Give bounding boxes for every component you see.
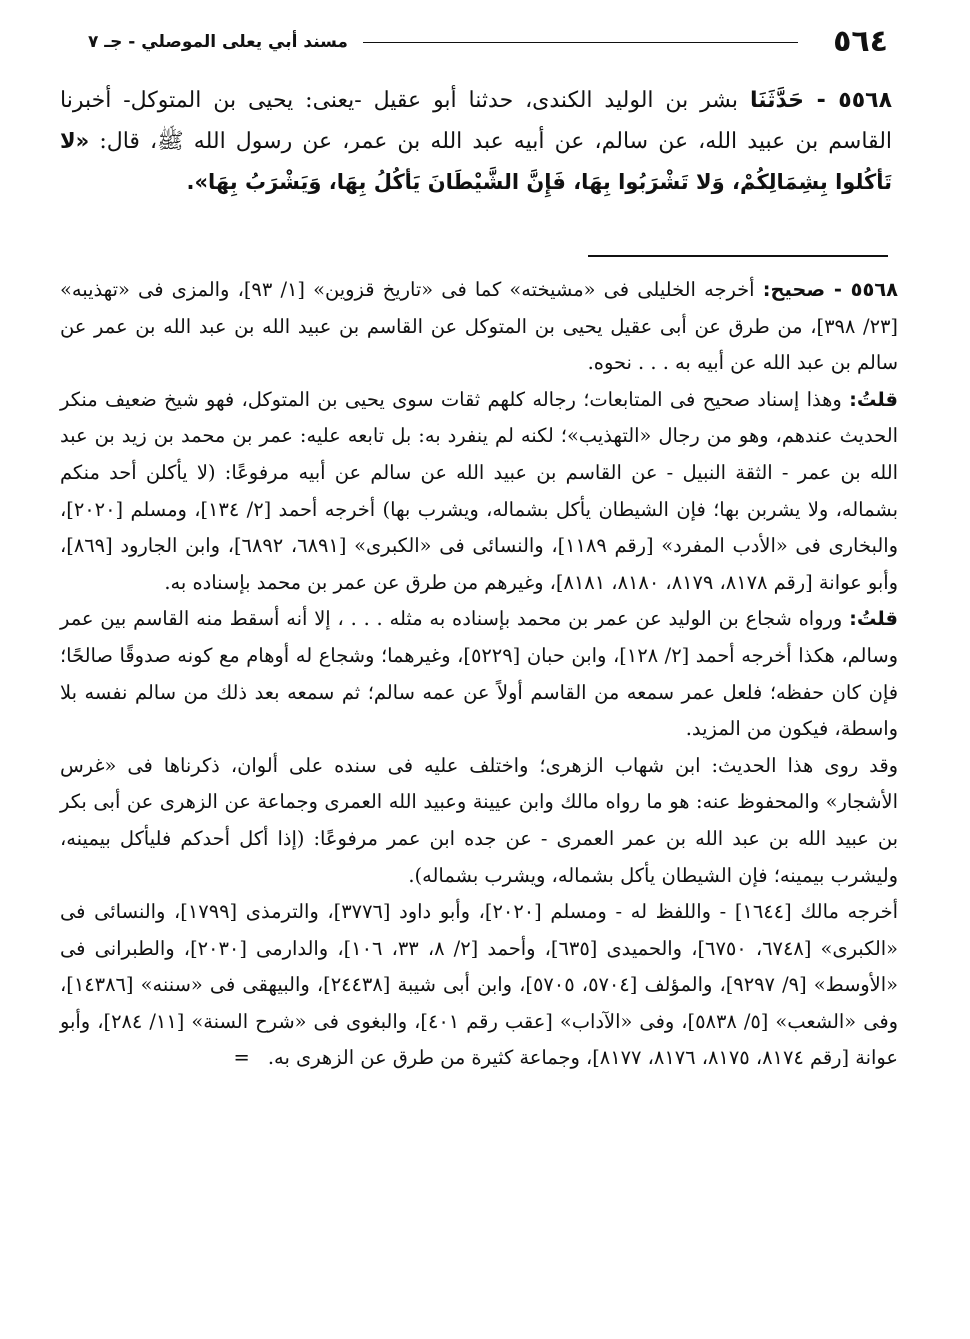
- footnote-separator: [588, 255, 888, 257]
- note-paragraph-2: [60, 382, 898, 602]
- hadith-matn: «لا تَأكُلوا بِشِمَالِكُمْ، وَلا تَشْرَبُوا بِهَا، فَإِنَّ الشَّيْطَانَ يَأكُلُ بِهَا، وَيَشْرَبُ بِهَا».: [60, 129, 892, 194]
- hadith-number: ٥٥٦٨ - حَدَّثَنَا: [749, 88, 893, 113]
- hadith-text: [60, 80, 892, 203]
- note-paragraph-5: [60, 894, 898, 1077]
- takhrij-notes: [60, 272, 898, 1077]
- note-text-3: ورواه شجاع بن الوليد عن عمر بن محمد بإسناده به مثله . . . ، إلا أنه أسقط منه القاسم بين عمر وسالم، هكذا أخرجه أحمد [٢/ ١٢٨]، وابن حبان [٥٢٢٩]، وغيرهما؛ وشجاع له أوهام مع كونه صدوقًا صالحًا؛ فإن كان حفظه؛ فلعل عمر سمعه من القاسم أولاً عن عمه سالم؛ ثم سمعه بعد ذلك من سالم نفسه بلا واسطة، فيكون من المزيد.: [60, 607, 898, 741]
- page-number: ٥٦٤: [833, 24, 888, 59]
- note-qult-1: قلتُ:: [849, 387, 898, 411]
- hadith-isnad: بشر بن الوليد الكندى، حدثنا أبو عقيل -يعنى: يحيى بن المتوكل- أخبرنا القاسم بن عبيد الله، عن سالم، عن أبيه عبد الله بن عمر، عن رسول الله ﷺ، قال:: [60, 88, 893, 154]
- note-qult-2: قلتُ:: [849, 607, 898, 631]
- running-title: مسند أبي يعلى الموصلي - جـ ٧: [88, 32, 348, 52]
- running-header: [88, 22, 888, 62]
- header-rule: [363, 42, 798, 43]
- note-grade: ٥٥٦٨ - صحيح:: [762, 278, 898, 301]
- note-text-5: أخرجه مالك [١٦٤٤] - واللفظ له - ومسلم [٢٠٢٠]، وأبو داود [٣٧٧٦]، والترمذى [١٧٩٩]، والنسائى فى «الكبرى» [٦٧٤٨، ٦٧٥٠]، والحميدى [٦٣٥]، وأحمد [٢/ ٨، ٣٣، ١٠٦]، والدارمى [٢٠٣٠]، والطبرانى فى «الأوسط» [٩/ ٩٢٩٧]، والمؤلف [٥٧٠٤، ٥٧٠٥]، وابن أبى شيبة [٢٤٤٣٨]، والبيهقى فى «سننه» [١٤٣٨٦]، وفى «الشعب» [٥/ ٥٨٣٨]، وفى «الآداب» [عقب رقم ٤٠١]، والبغوى فى «شرح السنة» [١١/ ٢٨٤]، وأبو عوانة [رقم ٨١٧٤، ٨١٧٥، ٨١٧٦، ٨١٧٧]، وجماعة كثيرة من طرق عن الزهرى به.: [60, 900, 898, 1070]
- note-paragraph-3: [60, 601, 898, 747]
- note-paragraph-4: [60, 748, 898, 894]
- note-text-2: وهذا إسناد صحيح فى المتابعات؛ رجاله كلهم ثقات سوى يحيى بن المتوكل، فهو شيخ ضعيف منكر الحديث عندهم، وهو من رجال «التهذيب»؛ لكنه لم ينفرد به: بل تابعه عليه: عمر بن محمد بن زيد بن عبد الله بن عمر - الثقة النبيل - عن القاسم بن عبيد الله عن سالم عن أبيه مرفوعًا: (لا يأكلن أحد منكم بشماله، ولا يشربن بها؛ فإن الشيطان يأكل بشماله، ويشرب بها) أخرجه أحمد [٢/ ١٣٤]، ومسلم [٢٠٢٠]، والبخارى فى «الأدب المفرد» [رقم ١١٨٩]، والنسائى فى «الكبرى» [٦٨٩١، ٦٨٩٢]، وابن الجارود [٨٦٩]، وأبو عوانة [رقم ٨١٧٨، ٨١٧٩، ٨١٨٠، ٨١٨١]، وغيرهم من طرق عن عمر بن محمد بإسناده به.: [60, 387, 898, 594]
- continuation-mark: =: [233, 1046, 250, 1070]
- note-paragraph-1: [60, 272, 898, 382]
- note-text-4: وقد روى هذا الحديث: ابن شهاب الزهرى؛ واختلف عليه فى سنده على ألوان، ذكرناها فى «غرس الأشجار» والمحفوظ عنه: هو ما رواه مالك وابن عيينة وعبيد الله العمرى وجماعة عن الزهرى عن أبى بكر بن عبيد الله بن عبد الله بن عمر العمرى - عن جده ابن عمر مرفوعًا: (إذا أكل أحدكم فليأكل بيمينه، وليشرب بيمينه؛ فإن الشيطان يأكل بشماله، ويشرب بشماله).: [60, 753, 898, 887]
- note-text-1: أخرجه الخليلى فى «مشيخته» كما فى «تاريخ قزوين» [١/ ٩٣]، والمزى فى «تهذيبه» [٢٣/ ٣٩٨]، من طرق عن أبى عقيل يحيى بن المتوكل عن القاسم بن عبيد الله بن عبد الله بن عمر عن سالم بن عبد الله عن أبيه به . . . نحوه.: [60, 278, 898, 375]
